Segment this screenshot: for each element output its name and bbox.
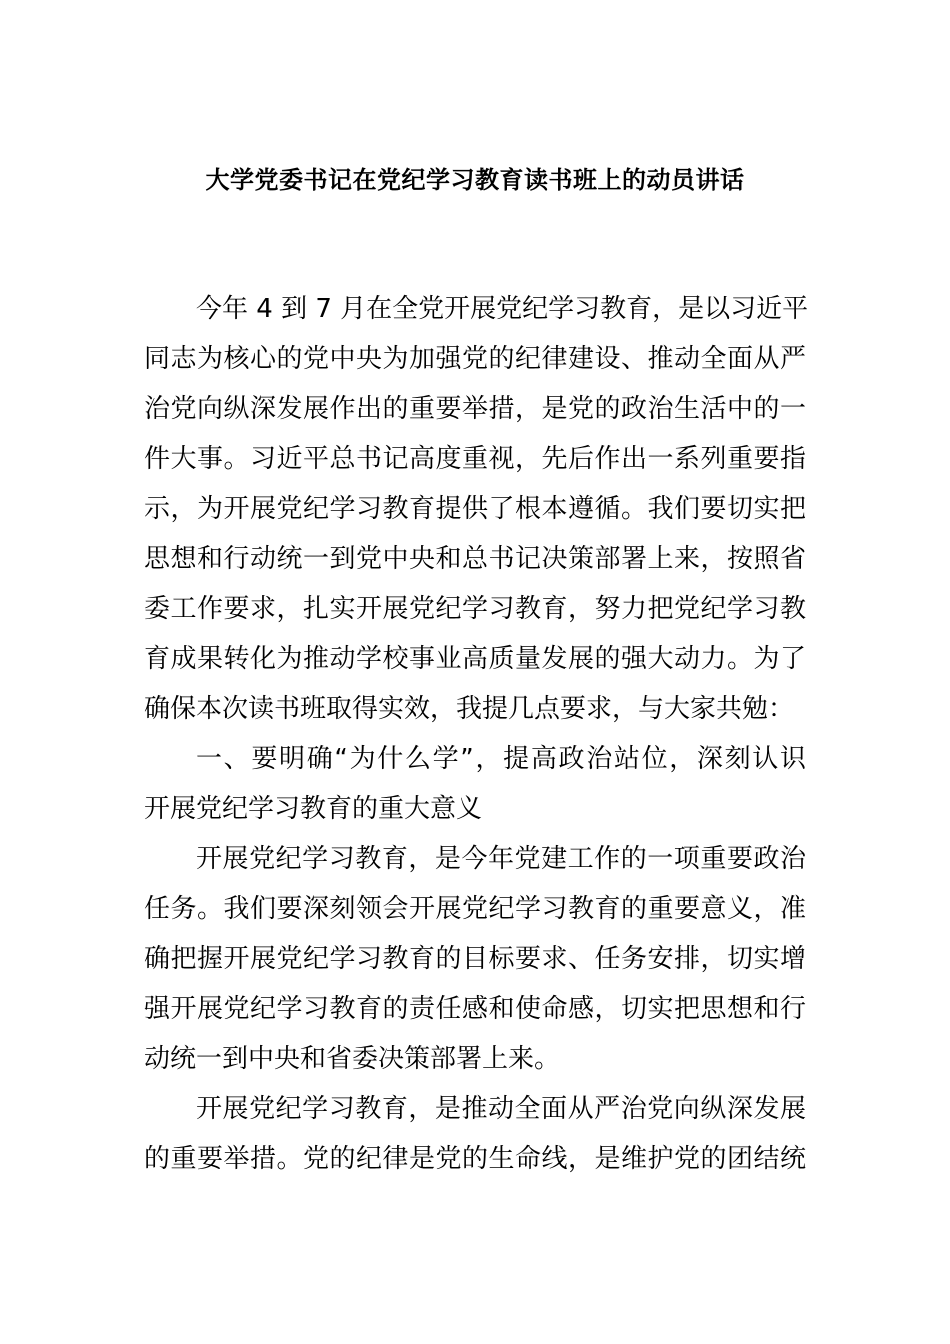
text-line: 动统一到中央和省委决策部署上来。 <box>144 1044 561 1074</box>
paragraph-3 <box>144 1084 806 1184</box>
text-line: 强开展党纪学习教育的责任感和使命感，切实把思想和行 <box>144 994 806 1024</box>
text-line: 开展党纪学习教育的重大意义 <box>144 794 483 824</box>
text-line: 委工作要求，扎实开展党纪学习教育，努力把党纪学习教 <box>144 594 806 624</box>
text-line: 同志为核心的党中央为加强党的纪律建设、推动全面从严 <box>144 344 806 374</box>
text-line: 确把握开展党纪学习教育的目标要求、任务安排，切实增 <box>144 944 806 974</box>
text-line: 育成果转化为推动学校事业高质量发展的强大动力。为了 <box>144 644 806 674</box>
text-line: 确保本次读书班取得实效，我提几点要求，与大家共勉： <box>144 694 795 724</box>
text-line: 示，为开展党纪学习教育提供了根本遵循。我们要切实把 <box>144 494 806 524</box>
text-line: 件大事。习近平总书记高度重视，先后作出一系列重要指 <box>144 444 806 474</box>
text-line: 开展党纪学习教育，是今年党建工作的一项重要政治 <box>196 844 806 874</box>
text-line: 思想和行动统一到党中央和总书记决策部署上来，按照省 <box>144 544 806 574</box>
paragraph-2 <box>144 834 806 1084</box>
text-line: 今年 4 到 7 月在全党开展党纪学习教育，是以习近平 <box>196 294 809 324</box>
text-line: 任务。我们要深刻领会开展党纪学习教育的重要意义，准 <box>144 894 806 924</box>
paragraph-1 <box>144 284 809 734</box>
text-line: 一、要明确“为什么学”，提高政治站位，深刻认识 <box>196 744 806 774</box>
text-line: 开展党纪学习教育，是推动全面从严治党向纵深发展 <box>196 1094 806 1124</box>
section-heading-1 <box>144 734 806 834</box>
document-body <box>144 284 809 1184</box>
document-title: 大学党委书记在党纪学习教育读书班上的动员讲话 <box>205 166 745 194</box>
text-line: 治党向纵深发展作出的重要举措，是党的政治生活中的一 <box>144 394 806 424</box>
text-line: 的重要举措。党的纪律是党的生命线，是维护党的团结统 <box>144 1144 806 1174</box>
